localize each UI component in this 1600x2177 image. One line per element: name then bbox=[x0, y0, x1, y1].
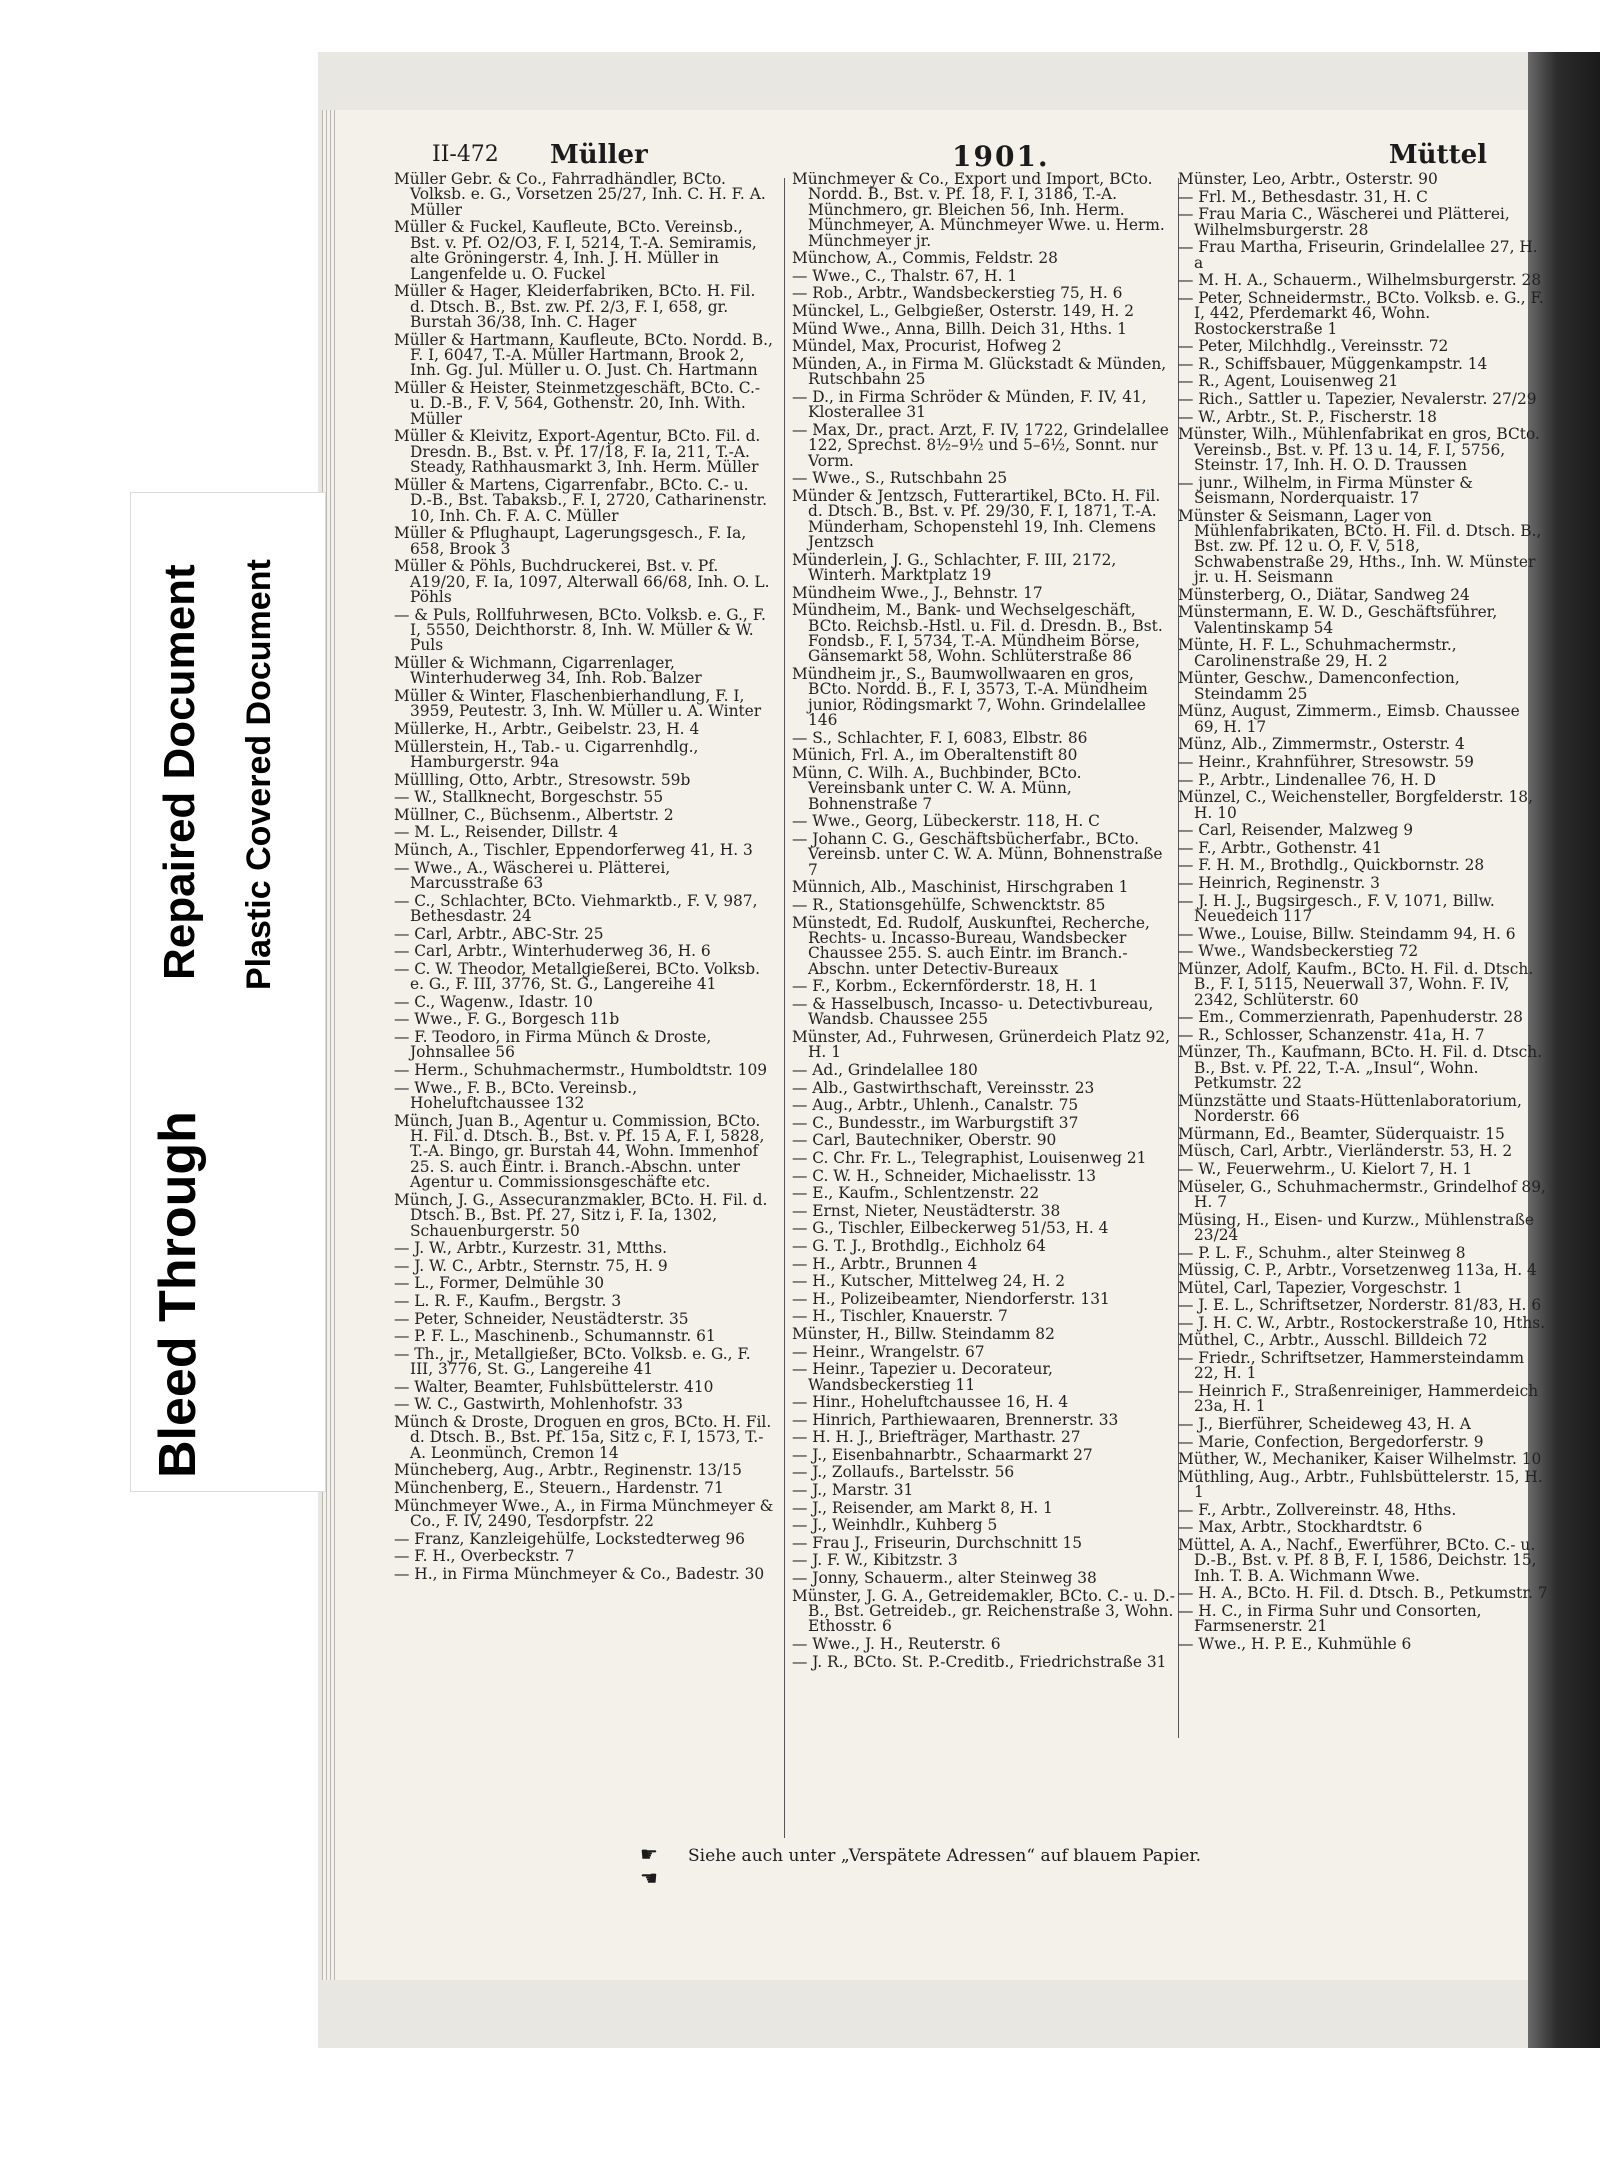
directory-entry: — G. T. J., Brothdlg., Eichholz 64 bbox=[792, 1236, 1046, 1255]
directory-entry: — Carl, Reisender, Malzweg 9 bbox=[1178, 821, 1414, 840]
directory-entry: Münster, Ad., Fuhrwesen, Grünerdeich Platz 92, H. 1 bbox=[792, 1028, 1171, 1062]
directory-entry: Mütel, Carl, Tapezier, Vorgeschstr. 1 bbox=[1178, 1278, 1463, 1297]
directory-entry: — Wwe., Wandsbeckerstieg 72 bbox=[1178, 942, 1419, 961]
directory-entry: — C. W. Theodor, Metallgießerei, BCto. Volksb. e. G., F. III, 3776, St. G., Langereihe 41 bbox=[394, 959, 761, 994]
directory-entry: — J. H. C. W., Arbtr., Rostockerstraße 10, Hths. bbox=[1178, 1313, 1546, 1332]
directory-entry: Müller & Wichmann, Cigarrenlager, Winterhuderweg 34, Inh. Rob. Balzer bbox=[394, 654, 702, 688]
directory-entry: Münster, Leo, Arbtr., Osterstr. 90 bbox=[1178, 172, 1438, 188]
directory-entry: Münder & Jentzsch, Futterartikel, BCto. H. Fil. d. Dtsch. B., Bst. v. Pf. 29/30, F. I, 1871, T.-A. Münderham, Schopenstehl 19, Inh. Clemens Jentzsch bbox=[792, 486, 1161, 551]
directory-entry: Münch, Juan B., Agentur u. Commission, BCto. H. Fil. d. Dtsch. B., Bst. v. Pf. 15 A, F. I, 5828, T.-A. Bingo, gr. Burstah 44, Wohn. Immenhof 25. S. auch Eintr. i. Branch.-Abschn. unter Agentur u. Commissionsgeschäfte etc. bbox=[394, 1111, 765, 1192]
directory-entry: — J., Zollaufs., Bartelsstr. 56 bbox=[792, 1463, 1015, 1482]
directory-entry: — R., Agent, Louisenweg 21 bbox=[1178, 372, 1399, 391]
header-left-catchword: Müller bbox=[550, 140, 648, 170]
directory-entry: — Wwe., A., Wäscherei u. Plätterei, Marcusstraße 63 bbox=[394, 858, 671, 893]
directory-entry: — W., Feuerwehrm., U. Kielort 7, H. 1 bbox=[1178, 1159, 1473, 1178]
directory-entry: Münz, Alb., Zimmermstr., Osterstr. 4 bbox=[1178, 735, 1465, 754]
directory-entry: — Em., Commerzienrath, Papenhuderstr. 28 bbox=[1178, 1008, 1523, 1027]
directory-entry: Münn, C. Wilh. A., Buchbinder, BCto. Vereinsbank unter C. W. A. Münn, Bohnenstraße 7 bbox=[792, 764, 1082, 813]
directory-entry: Münchmeyer Wwe., A., in Firma Münchmeyer & Co., F. IV, 2490, Tesdorpfstr. 22 bbox=[394, 1496, 774, 1530]
directory-entry: — Wwe., Georg, Lübeckerstr. 118, H. C bbox=[792, 812, 1100, 831]
directory-entry: — M. H. A., Schauerm., Wilhelmsburgerstr. 28 bbox=[1178, 271, 1542, 290]
directory-entry: Münzel, C., Weichensteller, Borgfelderstr. 18, H. 10 bbox=[1178, 788, 1533, 822]
directory-entry: — M. L., Reisender, Dillstr. 4 bbox=[394, 823, 619, 842]
directory-entry: Müther, W., Mechaniker, Kaiser Wilhelmstr. 10 bbox=[1178, 1450, 1542, 1469]
directory-entry: Münzer, Adolf, Kaufm., BCto. H. Fil. d. Dtsch. B., F. I, 5115, Neuerwall 37, Wohn. F. IV, 2342, Schlüterstr. 60 bbox=[1178, 959, 1534, 1009]
directory-entry: Münz, August, Zimmerm., Eimsb. Chaussee 69, H. 17 bbox=[1178, 702, 1520, 736]
directory-entry: Münch & Droste, Droguen en gros, BCto. H. Fil. d. Dtsch. B., Bst. Pf. 15a, Sitz c, F. I, 1573, T.-A. Leonmünch, Cremon 14 bbox=[394, 1412, 772, 1462]
header-year: 1901. bbox=[952, 140, 1050, 173]
directory-entry: Müttel, A. A., Nachf., Ewerführer, BCto. C.- u. D.-B., Bst. v. Pf. 8 B, F. I, 1586, Deichstr. 15, Inh. T. B. A. Wichmann Wwe. bbox=[1178, 1536, 1537, 1585]
directory-entry: Müller & Pflughaupt, Lagerungsgesch., F. Ia, 658, Brook 3 bbox=[394, 524, 747, 558]
directory-entry: Münchow, A., Commis, Feldstr. 28 bbox=[792, 249, 1058, 268]
directory-entry: — Herm., Schuhmachermstr., Humboldtstr. 109 bbox=[394, 1061, 768, 1079]
directory-entry: — Alb., Gastwirthschaft, Vereinsstr. 23 bbox=[792, 1078, 1095, 1097]
directory-entry: Münster, H., Billw. Steindamm 82 bbox=[792, 1324, 1055, 1343]
directory-entry: Münster, J. G. A., Getreidemakler, BCto. C.- u. D.-B., Bst. Getreideb., gr. Reichenstraße 3, Wohn. Ethosstr. 6 bbox=[792, 1586, 1175, 1636]
directory-entry: — R., Stationsgehülfe, Schwencktstr. 85 bbox=[792, 896, 1106, 914]
directory-entry: Münnich, Alb., Maschinist, Hirschgraben 1 bbox=[792, 878, 1129, 897]
directory-entry: — Marie, Confection, Bergedorferstr. 9 bbox=[1178, 1432, 1484, 1451]
directory-entry: — Wwe., Louise, Billw. Steindamm 94, H. 6 bbox=[1178, 924, 1516, 943]
directory-entry: — H., Polizeibeamter, Niendorferstr. 131 bbox=[792, 1289, 1110, 1308]
directory-entry: Mündheim Wwe., J., Behnstr. 17 bbox=[792, 583, 1043, 602]
directory-entry: — J., Reisender, am Markt 8, H. 1 bbox=[792, 1498, 1053, 1517]
directory-entry: — Heinr., Krahnführer, Stresowstr. 59 bbox=[1178, 752, 1474, 771]
directory-entry: Müthel, C., Arbtr., Ausschl. Billdeich 72 bbox=[1178, 1331, 1488, 1350]
directory-entry: — H., Kutscher, Mittelweg 24, H. 2 bbox=[792, 1272, 1066, 1291]
directory-entry: Münch, A., Tischler, Eppendorferweg 41, H. 3 bbox=[394, 841, 753, 860]
label-plastic-covered-document: Plastic Covered Document bbox=[240, 559, 278, 990]
directory-entry: — Max, Dr., pract. Arzt, F. IV, 1722, Grindelallee 122, Sprechst. 8½–9½ und 5–6½, Sonnt. nur Vorm. bbox=[792, 420, 1169, 470]
directory-entry: — Wwe., C., Thalstr. 67, H. 1 bbox=[792, 266, 1018, 285]
directory-entry: Müncheberg, Aug., Arbtr., Reginenstr. 13/15 bbox=[394, 1461, 742, 1480]
directory-entry: Müller Gebr. & Co., Fahrradhändler, BCto. Volksb. e. G., Vorsetzen 25/27, Inh. C. H. F. A. Müller bbox=[394, 172, 766, 219]
pointing-hand-icon: ☚ bbox=[640, 1866, 658, 1890]
directory-entry: Münckel, L., Gelbgießer, Osterstr. 149, H. 2 bbox=[792, 302, 1134, 320]
directory-entry: Münd Wwe., Anna, Billh. Deich 31, Hths. 1 bbox=[792, 319, 1127, 338]
directory-entry: Münsterberg, O., Diätar, Sandweg 24 bbox=[1178, 585, 1470, 604]
directory-entry: — J. F. W., Kibitzstr. 3 bbox=[792, 1551, 958, 1570]
pointing-hand-icon: ☛ bbox=[640, 1842, 658, 1866]
directory-entry: — Frau J., Friseurin, Durchschnitt 15 bbox=[792, 1533, 1083, 1552]
directory-entry: — Wwe., F. B., BCto. Vereinsb., Hoheluftchaussee 132 bbox=[394, 1078, 638, 1112]
directory-entry: Müllner, C., Büchsenm., Albertstr. 2 bbox=[394, 805, 674, 824]
page-header bbox=[432, 140, 1487, 176]
directory-entry: — F., Arbtr., Zollvereinstr. 48, Hths. bbox=[1178, 1500, 1457, 1519]
directory-entry: — C., Bundesstr., im Warburgstift 37 bbox=[792, 1113, 1079, 1132]
directory-entry: — junr., Wilhelm, in Firma Münster & Seismann, Norderquaistr. 17 bbox=[1178, 473, 1474, 507]
directory-entry: Müssig, C. P., Arbtr., Vorsetzenweg 113a, H. 4 bbox=[1178, 1261, 1537, 1280]
directory-entry: Münden, A., in Firma M. Glückstadt & Münden, Rutschbahn 25 bbox=[792, 354, 1167, 389]
directory-column-2 bbox=[792, 172, 1176, 1792]
directory-entry: — Peter, Schneidermstr., BCto. Volksb. e. G., F. I, 442, Pferdemarkt 46, Wohn. Rostockerstraße 1 bbox=[1178, 288, 1544, 338]
directory-entry: — G., Tischler, Eilbeckerweg 51/53, H. 4 bbox=[792, 1219, 1109, 1238]
directory-entry: — H., in Firma Münchmeyer & Co., Badestr. 30 bbox=[394, 1564, 765, 1583]
directory-entry: Müsch, Carl, Arbtr., Vierländerstr. 53, H. 2 bbox=[1178, 1142, 1513, 1161]
directory-entry: — F. H. M., Brothdlg., Quickbornstr. 28 bbox=[1178, 856, 1485, 875]
directory-entry: Müller & Hartmann, Kaufleute, BCto. Nordd. B., F. I, 6047, T.-A. Müller Hartmann, Brook 2, Inh. Gg. Jul. Müller u. O. Just. Ch. Hartmann bbox=[394, 330, 773, 380]
directory-entry: Müller & Pöhls, Buchdruckerei, Bst. v. Pf. A19/20, F. Ia, 1097, Alterwall 66/68, Inh. O. L. Pöhls bbox=[394, 557, 770, 607]
directory-entry: Müsing, H., Eisen- und Kurzw., Mühlenstraße 23/24 bbox=[1178, 1210, 1534, 1244]
directory-entry: — Carl, Arbtr., ABC-Str. 25 bbox=[394, 924, 604, 943]
directory-entry: — J., Weinhdlr., Kuhberg 5 bbox=[792, 1516, 998, 1535]
directory-entry: — H. C., in Firma Suhr und Consorten, Farmsenerstr. 21 bbox=[1178, 1602, 1482, 1636]
directory-entry: Münich, Frl. A., im Oberaltenstift 80 bbox=[792, 746, 1078, 765]
directory-entry: — & Hasselbusch, Incasso- u. Detectivbureau, Wandsb. Chaussee 255 bbox=[792, 995, 1154, 1029]
directory-entry: Münstermann, E. W. D., Geschäftsführer, Valentinskamp 54 bbox=[1178, 603, 1498, 637]
directory-entry: Münchmeyer & Co., Export und Import, BCto. Nordd. B., Bst. v. Pf. 18, F. I, 3186, T.-A. Münchmero, gr. Bleichen 56, Inh. Herm. Münchmeyer, A. Münchmeyer Wwe. u. Herm. Münchmeyer jr. bbox=[792, 172, 1165, 250]
directory-entry: — Rich., Sattler u. Tapezier, Nevalerstr. 27/29 bbox=[1178, 389, 1537, 408]
directory-entry: — Wwe., H. P. E., Kuhmühle 6 bbox=[1178, 1635, 1412, 1654]
directory-entry: Münstedt, Ed. Rudolf, Auskunftei, Recherche, Rechts- u. Incasso-Bureau, Wandsbecker Chaussee 255. S. auch Eintr. im Branch.-Abschn. unter Detectiv-Bureaux bbox=[792, 913, 1150, 978]
directory-entry: — L., Former, Delmühle 30 bbox=[394, 1274, 605, 1293]
directory-entry: — Frau Martha, Friseurin, Grindelallee 27, H. a bbox=[1178, 238, 1538, 272]
directory-entry: — Walter, Beamter, Fuhlsbüttelerstr. 410 bbox=[394, 1377, 714, 1396]
directory-entry: — Peter, Milchhdlg., Vereinsstr. 72 bbox=[1178, 337, 1449, 356]
label-bleed-through: Bleed Through bbox=[149, 1111, 207, 1478]
directory-entry: Müthling, Aug., Arbtr., Fuhlsbüttelerstr. 15, H. 1 bbox=[1178, 1467, 1543, 1502]
directory-entry: — C., Schlachter, BCto. Viehmarktb., F. V, 987, Bethesdastr. 24 bbox=[394, 891, 758, 926]
directory-entry: Münte, H. F. L., Schuhmachermstr., Carolinenstraße 29, H. 2 bbox=[1178, 636, 1457, 670]
directory-entry: — F. H., Overbeckstr. 7 bbox=[394, 1547, 575, 1566]
directory-entry: — R., Schlosser, Schanzenstr. 41a, H. 7 bbox=[1178, 1025, 1485, 1044]
directory-entry: — P. F. L., Maschinenb., Schumannstr. 61 bbox=[394, 1327, 716, 1346]
directory-entry: — J., Eisenbahnarbtr., Schaarmarkt 27 bbox=[792, 1445, 1093, 1464]
directory-entry: — F. Teodoro, in Firma Münch & Droste, Johnsallee 56 bbox=[394, 1028, 712, 1062]
directory-entry: — P. L. F., Schuhm., alter Steinweg 8 bbox=[1178, 1243, 1466, 1262]
directory-entry: Münzer, Th., Kaufmann, BCto. H. Fil. d. Dtsch. B., Bst. v. Pf. 22, T.-A. „Insul“, Wohn. Petkumstr. 22 bbox=[1178, 1043, 1543, 1093]
directory-entry: — J. W. C., Arbtr., Sternstr. 75, H. 9 bbox=[394, 1256, 668, 1275]
directory-entry: — R., Schiffsbauer, Müggenkampstr. 14 bbox=[1178, 354, 1488, 373]
directory-entry: — Franz, Kanzleigehülfe, Lockstedterweg 96 bbox=[394, 1529, 745, 1548]
directory-entry: — Ernst, Nieter, Neustädterstr. 38 bbox=[792, 1201, 1061, 1220]
directory-entry: — Wwe., J. H., Reuterstr. 6 bbox=[792, 1635, 1001, 1654]
header-right-catchword: Müttel bbox=[1388, 140, 1487, 170]
directory-entry: — J., Bierführer, Scheideweg 43, H. A bbox=[1178, 1415, 1471, 1434]
directory-entry: — J. R., BCto. St. P.-Creditb., Friedrichstraße 31 bbox=[792, 1652, 1167, 1671]
directory-entry: — H. A., BCto. H. Fil. d. Dtsch. B., Petkumstr. 7 bbox=[1178, 1584, 1548, 1603]
directory-entry: — Carl, Bautechniker, Oberstr. 90 bbox=[792, 1131, 1057, 1150]
directory-entry: Müllling, Otto, Arbtr., Stresowstr. 59b bbox=[394, 770, 691, 789]
directory-entry: Müller & Heister, Steinmetzgeschäft, BCto. C.- u. D.-B., F. V, 564, Gothenstr. 20, Inh. With. Müller bbox=[394, 379, 761, 428]
directory-entry: — C. Chr. Fr. L., Telegraphist, Louisenweg 21 bbox=[792, 1148, 1147, 1167]
directory-entry: — Ad., Grindelallee 180 bbox=[792, 1061, 978, 1079]
footer-note: Siehe auch unter „Verspätete Adressen“ auf blauem Papier. bbox=[688, 1846, 1202, 1866]
directory-entry: — Frau Maria C., Wäscherei und Plätterei, Wilhelmsburgerstr. 28 bbox=[1178, 205, 1510, 239]
directory-entry: Müllerke, H., Arbtr., Geibelstr. 23, H. 4 bbox=[394, 720, 700, 739]
directory-entry: Mündheim jr., S., Baumwollwaaren en gros, BCto. Nordd. B., F. I, 3573, T.-A. Mündheim junior, Rödingsmarkt 7, Wohn. Grindelallee 146 bbox=[792, 665, 1148, 730]
directory-entry: — P., Arbtr., Lindenallee 76, H. D bbox=[1178, 770, 1437, 789]
directory-entry: — Carl, Arbtr., Winterhuderweg 36, H. 6 bbox=[394, 942, 711, 961]
column-divider bbox=[784, 178, 785, 1838]
directory-entry: — W., Arbtr., St. P., Fischerstr. 18 bbox=[1178, 407, 1437, 426]
directory-entry: — Heinrich, Reginenstr. 3 bbox=[1178, 873, 1380, 892]
directory-entry: — L. R. F., Kaufm., Bergstr. 3 bbox=[394, 1292, 622, 1310]
directory-entry: Mündel, Max, Procurist, Hofweg 2 bbox=[792, 337, 1062, 356]
directory-entry: Müller & Fuckel, Kaufleute, BCto. Vereinsb., Bst. v. Pf. O2/O3, F. I, 5214, T.-A. Semiramis, alte Gröningerstr. 4, Inh. J. H. Müller in Langenfelde u. O. Fuckel bbox=[394, 218, 757, 283]
directory-entry: — Heinr., Tapezier u. Decorateur, Wandsbeckerstieg 11 bbox=[792, 1360, 1053, 1394]
directory-entry: Müller & Hager, Kleiderfabriken, BCto. H. Fil. d. Dtsch. B., Bst. zw. Pf. 2/3, F. I, 658, gr. Burstah 36/38, Inh. C. Hager bbox=[394, 282, 756, 332]
directory-entry: — & Puls, Rollfuhrwesen, BCto. Volksb. e. G., F. I, 5550, Deichthorstr. 8, Inh. W. Müller & W. Puls bbox=[394, 605, 766, 655]
directory-entry: — Friedr., Schriftsetzer, Hammersteindamm 22, H. 1 bbox=[1178, 1349, 1525, 1383]
directory-entry: — Hinrich, Parthiewaaren, Brennerstr. 33 bbox=[792, 1410, 1119, 1429]
directory-entry: Münderlein, J. G., Schlachter, F. III, 2172, Winterh. Marktplatz 19 bbox=[792, 550, 1117, 584]
directory-entry: — C. W. H., Schneider, Michaelisstr. 13 bbox=[792, 1166, 1097, 1185]
directory-entry: Münch, J. G., Assecuranzmakler, BCto. H. Fil. d. Dtsch. B., Bst. Pf. 27, Sitz i, F. Ia, 1302, Schauenburgerstr. 50 bbox=[394, 1190, 768, 1240]
directory-entry: — E., Kaufm., Schlentzenstr. 22 bbox=[792, 1184, 1040, 1203]
directory-entry: — Peter, Schneider, Neustädterstr. 35 bbox=[394, 1309, 689, 1328]
directory-entry: — Hinr., Hoheluftchaussee 16, H. 4 bbox=[792, 1393, 1069, 1412]
page-footer bbox=[640, 1842, 1240, 1890]
directory-entry: Münster, Wilh., Mühlenfabrikat en gros, BCto. Vereinsb., Bst. v. Pf. 13 u. 14, F. I, 5756, Steinstr. 17, Inh. H. O. D. Traussen bbox=[1178, 425, 1540, 474]
label-repaired-document: Repaired Document bbox=[155, 564, 204, 980]
directory-entry: Münter, Geschw., Damenconfection, Steindamm 25 bbox=[1178, 669, 1460, 703]
directory-entry: — H., Tischler, Knauerstr. 7 bbox=[792, 1307, 1008, 1326]
directory-entry: — C., Wagenw., Idastr. 10 bbox=[394, 992, 593, 1011]
directory-entry: — W. C., Gastwirth, Mohlenhofstr. 33 bbox=[394, 1395, 683, 1414]
directory-column-3 bbox=[1178, 172, 1548, 1662]
directory-entry: Mürmann, Ed., Beamter, Süderquaistr. 15 bbox=[1178, 1124, 1505, 1143]
directory-entry: — Heinrich F., Straßenreiniger, Hammerdeich 23a, H. 1 bbox=[1178, 1382, 1539, 1416]
directory-entry: — H., Arbtr., Brunnen 4 bbox=[792, 1254, 978, 1273]
directory-entry: Münchenberg, E., Steuern., Hardenstr. 71 bbox=[394, 1478, 724, 1497]
directory-entry: — D., in Firma Schröder & Münden, F. IV, 41, Klosterallee 31 bbox=[792, 387, 1147, 422]
directory-entry: — Aug., Arbtr., Uhlenh., Canalstr. 75 bbox=[792, 1096, 1079, 1115]
directory-entry: Münster & Seismann, Lager von Mühlenfabrikaten, BCto. H. Fil. d. Dtsch. B., Bst. zw. Pf. 12 u. O, F. V, 518, Schwabenstraße 29, Hths., Inh. W. Münster jr. u. H. Seismann bbox=[1178, 506, 1542, 587]
directory-entry: — Jonny, Schauerm., alter Steinweg 38 bbox=[792, 1569, 1097, 1588]
page-number: II-472 bbox=[432, 142, 499, 167]
directory-entry: — J. W., Arbtr., Kurzestr. 31, Mtths. bbox=[394, 1239, 668, 1258]
directory-entry: Müller & Kleivitz, Export-Agentur, BCto. Fil. d. Dresdn. B., Bst. v. Pf. 17/18, F. Ia, 211, T.-A. Steady, Rathhausmarkt 3, Inh. Herm. Müller bbox=[394, 427, 761, 477]
directory-column-1 bbox=[394, 172, 774, 1862]
directory-entry: — Th., jr., Metallgießer, BCto. Volksb. e. G., F. III, 3776, St. G., Langereihe 41 bbox=[394, 1344, 751, 1379]
directory-entry: Müseler, G., Schuhmachermstr., Grindelhof 89, H. 7 bbox=[1178, 1177, 1546, 1211]
directory-entry: — H. H. J., Briefträger, Marthastr. 27 bbox=[792, 1428, 1081, 1447]
directory-entry: Müllerstein, H., Tab.- u. Cigarrenhdlg., Hamburgerstr. 94a bbox=[394, 737, 699, 772]
directory-entry: — S., Schlachter, F. I, 6083, Elbstr. 86 bbox=[792, 728, 1088, 747]
directory-entry: Müller & Winter, Flaschenbierhandlung, F. I, 3959, Peutestr. 3, Inh. W. Müller u. A. Winter bbox=[394, 687, 762, 721]
directory-entry: — J. E. L., Schriftsetzer, Norderstr. 81/83, H. 6 bbox=[1178, 1296, 1542, 1315]
directory-entry: — J., Marstr. 31 bbox=[792, 1481, 914, 1500]
directory-entry: Münzstätte und Staats-Hüttenlaboratorium, Norderstr. 66 bbox=[1178, 1091, 1522, 1126]
directory-entry: — W., Stallknecht, Borgeschstr. 55 bbox=[394, 788, 664, 807]
directory-entry: — Johann C. G., Geschäftsbücherfabr., BCto. Vereinsb. unter C. W. A. Münn, Bohnenstraße 7 bbox=[792, 830, 1163, 879]
directory-entry: — Rob., Arbtr., Wandsbeckerstieg 75, H. 6 bbox=[792, 284, 1123, 303]
directory-entry: Mündheim, M., Bank- und Wechselgeschäft, BCto. Reichsb.-Hstl. u. Fil. d. Dresdn. B., Bst. Fondsb., F. I, 5734, T.-A. Mündheim Börse, Gänsemarkt 58, Wohn. Schlüterstraße 86 bbox=[792, 601, 1163, 666]
directory-entry: — F., Korbm., Eckernförderstr. 18, H. 1 bbox=[792, 977, 1099, 996]
directory-entry: — J. H. J., Bugsirgesch., F. V, 1071, Billw. Neuedeich 117 bbox=[1178, 891, 1495, 925]
directory-entry: — Wwe., S., Rutschbahn 25 bbox=[792, 469, 1008, 488]
directory-entry: — Heinr., Wrangelstr. 67 bbox=[792, 1342, 985, 1361]
directory-entry: — Wwe., F. G., Borgesch 11b bbox=[394, 1010, 620, 1029]
directory-entry: — Max, Arbtr., Stockhardtstr. 6 bbox=[1178, 1518, 1423, 1537]
directory-entry: Müller & Martens, Cigarrenfabr., BCto. C.- u. D.-B., Bst. Tabaksb., F. I, 2720, Catharinenstr. 10, Inh. Ch. F. A. C. Müller bbox=[394, 475, 768, 525]
directory-entry: — F., Arbtr., Gothenstr. 41 bbox=[1178, 838, 1382, 857]
directory-entry: — Frl. M., Bethesdastr. 31, H. C bbox=[1178, 187, 1428, 206]
